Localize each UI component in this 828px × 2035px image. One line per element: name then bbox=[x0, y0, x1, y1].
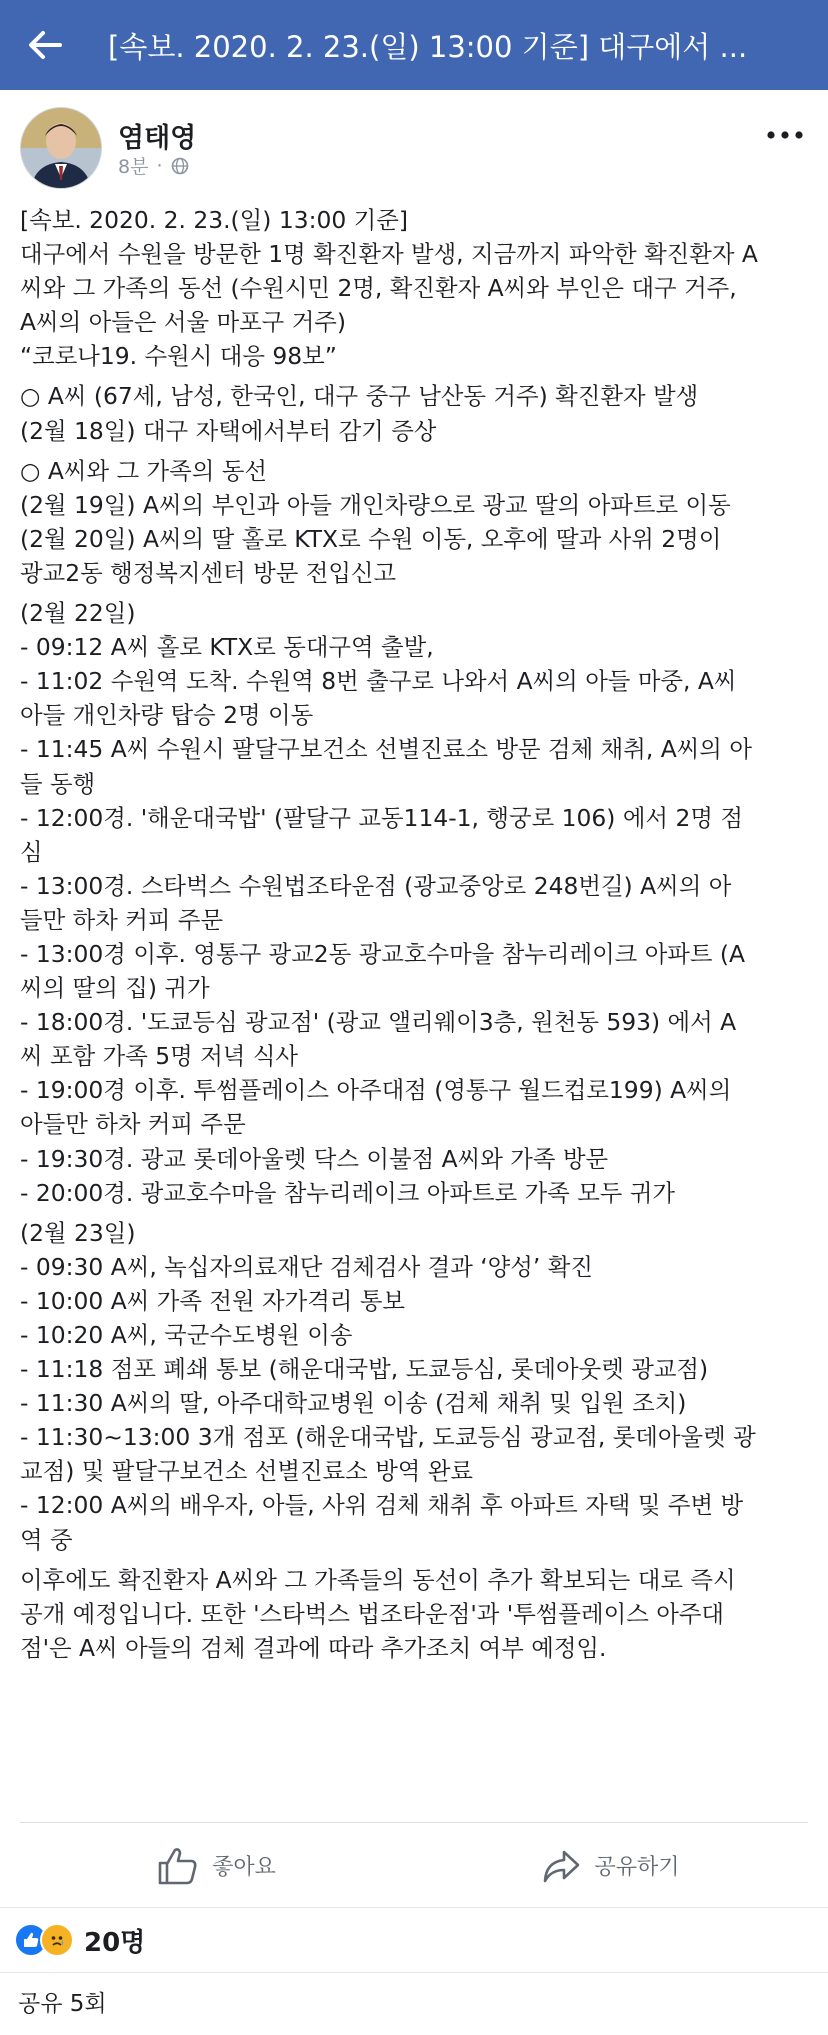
post-text-line: - 11:45 A씨 수원시 팔달구보건소 선별진료소 방문 검체 채취, A씨의 아 bbox=[20, 735, 752, 764]
post-time[interactable]: 8분 bbox=[118, 156, 149, 178]
post-text-line: - 11:18 점포 폐쇄 통보 (해운대국밥, 도쿄등심, 롯데아웃렛 광교점) bbox=[20, 1355, 709, 1384]
post-text-line: (2월 20일) A씨의 딸 홀로 KTX로 수원 이동, 오후에 딸과 사위 2명이 bbox=[20, 524, 722, 553]
post-text-line: 들만 하차 커피 주문 bbox=[20, 905, 224, 934]
post-text-line: (2월 19일) A씨의 부인과 아들 개인차량으로 광교 딸의 아파트로 이동 bbox=[20, 490, 731, 519]
share-label: 공유하기 bbox=[594, 1855, 680, 1880]
post-paragraph bbox=[20, 379, 812, 447]
post-text-line: 씨와 그 가족의 동선 (수원시민 2명, 확진환자 A씨와 부인은 대구 거주, bbox=[20, 274, 737, 303]
reactions-bar[interactable] bbox=[0, 1907, 828, 1973]
post-text-line: - 10:00 A씨 가족 전원 자가격리 통보 bbox=[20, 1286, 406, 1315]
post-text-line: 심 bbox=[20, 837, 43, 866]
post-text-line: 씨 포함 가족 5명 저녁 식사 bbox=[20, 1042, 299, 1071]
post-text-line: - 20:00경. 광교호수마을 참누리레이크 아파트로 가족 모두 귀가 bbox=[20, 1178, 676, 1207]
post-body bbox=[0, 192, 828, 1665]
thumbs-up-icon bbox=[158, 1847, 198, 1885]
page-title: [속보. 2020. 2. 23.(일) 13:00 기준] 대구에서 ... bbox=[108, 29, 748, 64]
post-text-line: - 12:00 A씨의 배우자, 아들, 사위 검체 채취 후 아파트 자택 및 주변 방 bbox=[20, 1491, 744, 1520]
action-bar bbox=[20, 1822, 808, 1908]
post-text-line: [속보. 2020. 2. 23.(일) 13:00 기준] bbox=[20, 206, 408, 234]
post-text-line: (2월 18일) 대구 자택에서부터 감기 증상 bbox=[20, 416, 437, 445]
post-text-line: - 11:30~13:00 3개 점포 (해운대국밥, 도쿄등심 광교점, 롯데아울렛 광 bbox=[20, 1423, 756, 1452]
post-paragraph bbox=[20, 454, 812, 590]
share-arrow-icon bbox=[542, 1849, 580, 1883]
post-text-line: (2월 22일) bbox=[20, 599, 136, 628]
share-count[interactable]: 공유 5회 bbox=[18, 1991, 107, 2017]
meta-separator: · bbox=[156, 154, 163, 177]
post-paragraph bbox=[20, 596, 812, 1210]
post-text-line: - 18:00경. '도쿄등심 광교점' (광교 앨리웨이3층, 원천동 593) 에서 A bbox=[20, 1008, 737, 1037]
post-text-line: 씨의 딸의 집) 귀가 bbox=[20, 974, 210, 1003]
post-text-line: - 11:30 A씨의 딸, 아주대학교병원 이송 (검체 채취 및 입원 조치) bbox=[20, 1389, 687, 1418]
author-name[interactable]: 염태영 bbox=[118, 123, 197, 154]
post-text-line: 아들 개인차량 탑승 2명 이동 bbox=[20, 701, 314, 730]
post-text-line: - 19:30경. 광교 롯데아울렛 닥스 이불점 A씨와 가족 방문 bbox=[20, 1144, 609, 1173]
like-label: 좋아요 bbox=[212, 1855, 276, 1880]
post-text-line: - 11:02 수원역 도착. 수원역 8번 출구로 나와서 A씨의 아들 마중, A씨 bbox=[20, 667, 737, 696]
post-text-line: 교점) 및 팔달구보건소 선별진료소 방역 완료 bbox=[20, 1457, 474, 1486]
post-text-line: 대구에서 수원을 방문한 1명 확진환자 발생, 지금까지 파악한 확진환자 A bbox=[20, 240, 758, 269]
like-button[interactable] bbox=[20, 1847, 414, 1885]
globe-icon bbox=[171, 157, 189, 175]
top-bar bbox=[0, 0, 828, 90]
post-text-line: 점'은 A씨 아들의 검체 결과에 따라 추가조치 여부 예정임. bbox=[20, 1633, 607, 1662]
post-text-line: 아들만 하차 커피 주문 bbox=[20, 1110, 246, 1139]
avatar[interactable] bbox=[20, 107, 102, 189]
post-text-line: ○ A씨 (67세, 남성, 한국인, 대구 중구 남산동 거주) 확진환자 발생 bbox=[20, 382, 699, 411]
more-options-button[interactable] bbox=[760, 120, 810, 150]
post-paragraph bbox=[20, 203, 812, 373]
post-text-line: ○ A씨와 그 가족의 동선 bbox=[20, 456, 267, 485]
post-paragraph bbox=[20, 1563, 812, 1665]
post-meta bbox=[118, 152, 189, 179]
post-text-line: “코로나19. 수원시 대응 98보” bbox=[20, 342, 337, 371]
sad-icon bbox=[40, 1923, 74, 1957]
reaction-count: 20명 bbox=[84, 1927, 146, 1958]
post-text-line: A씨의 아들은 서울 마포구 거주) bbox=[20, 308, 347, 337]
back-button[interactable] bbox=[20, 20, 70, 70]
back-arrow-icon bbox=[28, 30, 62, 60]
share-button[interactable] bbox=[414, 1849, 808, 1883]
post-text-line: - 13:00경. 스타벅스 수원법조타운점 (광교중앙로 248번길) A씨의 아 bbox=[20, 871, 732, 900]
post-text-line: 이후에도 확진환자 A씨와 그 가족들의 동선이 추가 확보되는 대로 즉시 bbox=[20, 1565, 736, 1594]
more-dots-icon bbox=[767, 131, 803, 139]
post-text-line: - 19:00경 이후. 투썸플레이스 아주대점 (영통구 월드컵로199) A씨의 bbox=[20, 1076, 732, 1105]
profile-photo-icon bbox=[21, 108, 101, 188]
post-text-line: - 09:30 A씨, 녹십자의료재단 검체검사 결과 ‘양성’ 확진 bbox=[20, 1252, 593, 1281]
post-text-line: - 12:00경. '해운대국밥' (팔달구 교동114-1, 행궁로 106) 에서 2명 점 bbox=[20, 803, 743, 832]
post-paragraph bbox=[20, 1216, 812, 1557]
post-text-line: - 09:12 A씨 홀로 KTX로 동대구역 출발, bbox=[20, 633, 434, 662]
post-text-line: - 13:00경 이후. 영통구 광교2동 광교호수마을 참누리레이크 아파트 (A bbox=[20, 939, 746, 968]
post-header bbox=[0, 90, 828, 192]
post-text-line: 들 동행 bbox=[20, 769, 96, 798]
post-text-line: 역 중 bbox=[20, 1525, 73, 1554]
post-text-line: (2월 23일) bbox=[20, 1218, 136, 1247]
post-text-line: 광교2동 행정복지센터 방문 전입신고 bbox=[20, 558, 397, 587]
post-text-line: - 10:20 A씨, 국군수도병원 이송 bbox=[20, 1321, 353, 1349]
post-text-line: 공개 예정입니다. 또한 '스타벅스 법조타운점'과 '투썸플레이스 아주대 bbox=[20, 1599, 725, 1628]
